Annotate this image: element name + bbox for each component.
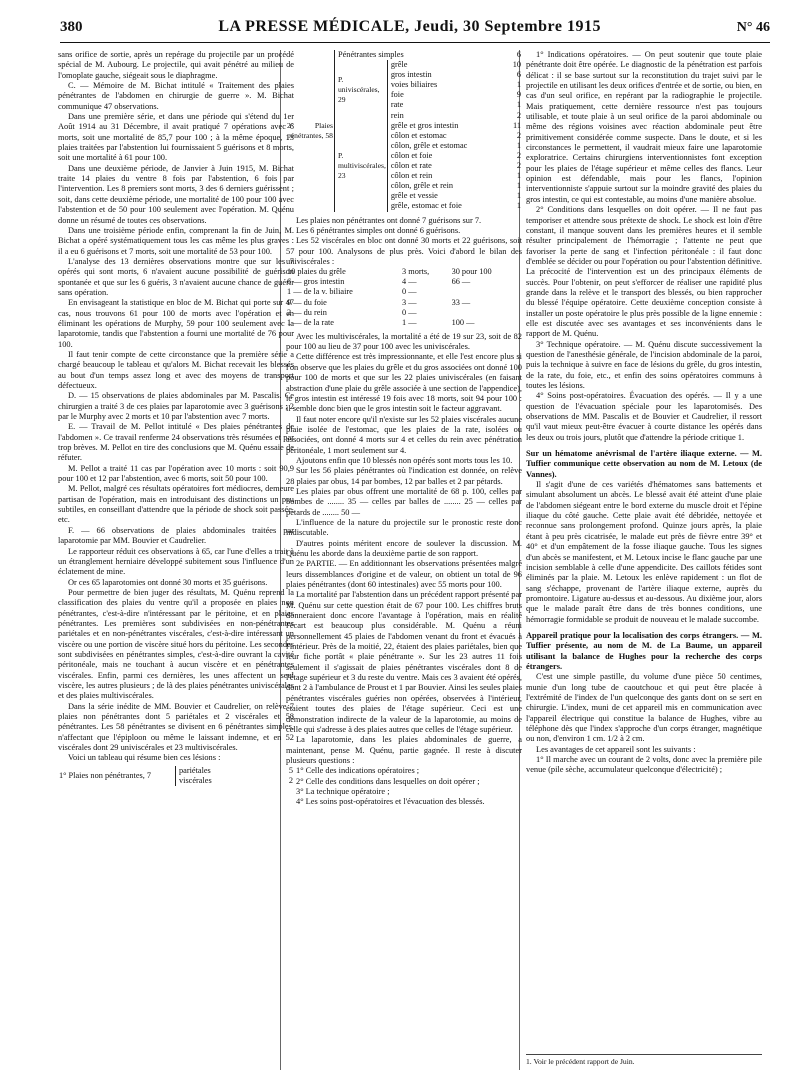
table-cell: 6: [516, 50, 521, 59]
paragraph: Dans une première série, et dans une période qui s'étend du 1er Août 1914 au 31 Décembre, il avait pratiqué 7 opérations avec 6 morts, soit une mortalité de 85,7 pour 100 ; à la même époque, 13 plaies traitées par l'abstention lui fournissaient 5 guérisons et 8 morts, soit une mortalité à 61 pour 100.: [58, 112, 294, 163]
paragraph: Il faut noter encore qu'il n'existe sur les 52 plaies viscérales aucune plaie isolée de l'estomac, que les plaies de la rate, isolées ou associées, ont donné 4 morts sur 4 et celles du rein avec pénétration péritonéale, 1 mort seulement sur 4.: [286, 414, 522, 455]
paragraph: Avec les multiviscérales, la mortalité a été de 19 sur 23, soit de 82 pour 100 au lieu de 37 pour 100 avec les univiscérales.: [286, 331, 522, 352]
table-cell: grêle et gros intestin: [387, 121, 506, 131]
page-number: 380: [60, 19, 83, 35]
table-row: [286, 298, 522, 308]
table-cell: 66 —: [451, 277, 471, 287]
table-cell: 0 —: [402, 287, 417, 297]
paragraph: Pour permettre de bien juger des résultats, M. Quénu reprend la classification des plaies du ventre qu'il a proposée en plaies non pénétrantes, c'est-à-dire n'intéressant par le péritoine, et en plaies pénétrantes. Les premières sont subdivisées en non-pénétrantes pariétales et en non-pénétrantes viscérales, c'est-à-dire intéressant un viscère ou une portion de viscère situé hors du péritoine. Les secondes sont subdivisées en pénétrantes simples, c'est-à-dire ouvrant la cavité péritonéale, mais ne touchant à aucun viscère et en pénétrantes viscérales. Enfin, parmi ces dernières, les unes affectent un seul viscère, les autres plusieurs ; de là des plaies pénétrantes univiscérales et des plaies multiviscérales.: [58, 587, 294, 701]
paragraph: Les avantages de cet appareil sont les suivants :: [536, 744, 696, 754]
paragraph: Or ces 65 laparotomies ont donné 30 morts et 35 guérisons.: [68, 577, 268, 587]
paragraph: Les 52 viscérales en bloc ont donné 30 morts et 22 guérisons, soit 57 pour 100. Analysons de plus près. Voici d'abord le bilan des univiscérales :: [286, 236, 522, 266]
paragraph: 2e PARTIE. — En additionnant les observations présentées malgré leurs dissemblances d'origine et de valeur, on obtient un total de 96 plaies pénétrantes (dont 60 intestinales) avec 55 morts pour 100.: [286, 559, 522, 590]
table-cell: Pénétrantes simples: [335, 50, 507, 60]
paragraph: Il faut tenir compte de cette circonstance que la première série a chargé beaucoup le tableau et qu'alors M. Bichat recevait les blessés au bout d'un temps assez long et avec des moyens de transport défectueux.: [58, 349, 294, 390]
paragraph: 1° Il marche avec un courant de 2 volts, donc avec la première pile venue (pile sèche, accumulateur quelconque d'électricité) ;: [526, 755, 762, 775]
table-cell: 100 —: [451, 317, 475, 327]
paragraph: C'est une simple pastille, du volume d'une pièce 50 centimes, munie d'un long tube de caoutchouc et qui peut être placée à l'extrémité de l'index de l'un quelconque des gants dont on se sert en chirurgie. L'index, muni de cet appareil mis en communication avec l'appareil électrique qui constitue la balance de Hughes, vibre au téléphone dès que l'index s'approche d'un corps étranger, magnétique ou non, d'environ 1 cm. 1/2 à 2 cm.: [526, 672, 762, 744]
table-cell: 1: [516, 140, 521, 150]
paragraph: Ajoutons enfin que 10 blessés non opérés sont morts tous les 10.: [296, 455, 513, 465]
paragraph: M. Pellot a traité 11 cas par l'opération avec 10 morts : soit 90,9 pour 100 et 12 par l'abstention, avec 6 morts, soit 50 pour 100.: [58, 463, 294, 484]
paragraph: D'autres points méritent encore de soulever la discussion. M. Quénu les aborde dans la deuxième partie de son rapport.: [286, 538, 522, 558]
table-cell: 2: [288, 775, 293, 785]
table-cell: 3 —: [402, 297, 417, 307]
table-cell: 0 —: [402, 307, 417, 317]
table-cell: 1 —: [402, 317, 417, 327]
paragraph: Voici un tableau qui résume bien ces lésions :: [68, 753, 221, 763]
paragraph: La mortalité par l'abstention dans un précédent rapport présenté par M. Quénu sur cette question était de 67 pour 100. Les chiffres bruts donneraient donc encore l'avantage à l'opération, mais en réalité l'écart est beaucoup plus considérable. M. Quénu a réuni personnellement 45 plaies de l'abdomen venant du front et évacués à l'intérieur. Près de la moitié, 22, étaient des plaies pariétales, bien que leur fiche portât « plaie pénétrante ». Sur les 23 autres 11 fois seulement il s'agissait de plaies pénétrantes viscérales dont 8 de l'étage supérieur et 3 du reste du ventre. Mais ces 3 avaient été opérés, dont 2 à l'ambulance de Proust et 1 par Bouvier. Ainsi les seules plaies pénétrantes viscérales guéries non opérées, observées à l'intérieur, étaient toutes des plaies de l'étage supérieur. Ceci est une démonstration indirecte de la valeur de la laparotomie, au moins de celle qui s'adresse à des plaies autres que celles de l'étage supérieur.: [286, 590, 522, 734]
table-cell: 1: [516, 100, 521, 110]
table-row: [286, 308, 522, 318]
table-cell: 1 — de la rate: [287, 317, 334, 327]
column-1: [58, 50, 294, 790]
paragraph: D. — 15 observations de plaies abdominales par M. Pascalis. Ce chirurgien a traité 3 de ces plaies par laparotomie avec 3 guérisons ; 2 par le Murphy avec 2 morts et 10 par l'abstention avec 7 morts.: [58, 391, 294, 422]
paragraph: 1° Indications opératoires. — On peut soutenir que toute plaie pénétrante doit être opérée. Le diagnostic de la pénétration est parfois délicat : il se base surtout sur la reconstitution du trajet suivi par le projectile en utilisant les deux orifices d'entrée et de sortie, ou bien, en cas d'un seul orifice, en repérant par la radiographie le projectile. Mais pratiquement, cette dernière ressource n'est pas toujours utilisable, et toute plaie à un seul orifice de la paroi abdominale ou même des régions voisines avec réaction abdominale peut être primitivement considérée comme suspecte. Dans le doute, et si les circonstances le permettent, il vaudrait mieux faire une laparotomie exploratrice. Certains chirurgiens interventionnistes font exception pour les plaies de l'étage supérieur et même celles des flancs. Leur opinion est défendable, mais pour les flancs, l'opinion interventionniste s'appuie surtout sur la moindre gravité des plaies du gros intestin, ce qui est contestable, au moins d'une manière absolue.: [526, 50, 762, 204]
paragraph: La laparotomie, dans les plaies abdominales de guerre, a maintenant, pense M. Quénu, partie gagnée. Il reste à discuter plusieurs questions :: [286, 735, 522, 765]
table-cell: [451, 287, 522, 297]
table-cell: grêle et vessie: [387, 191, 506, 201]
table-cell: côlon et foie: [387, 151, 506, 161]
table-cell: 30 pour 100: [451, 267, 492, 277]
issue-number: N° 46: [736, 20, 770, 35]
table-cell: 1: [516, 191, 521, 201]
table-cell: côlon et rein: [387, 171, 506, 181]
paragraph: Dans une troisième période enfin, comprenant la fin de Juin, M. Bichat a opéré systématiquement tous les cas même les plus graves : il a eu 6 guérisons et 7 morts, soit une mortalité de 53 pour 100.: [58, 225, 294, 256]
table-cell: 10: [512, 60, 521, 70]
table-cell: 1: [516, 181, 521, 191]
table-cell: 2: [516, 161, 521, 171]
paragraph: M. Pellot, malgré ces résultats opératoires fort médiocres, demeure partisan de l'opération, mais en introduisant des distinctions un peu subtiles, en conseillant d'attendre que la période de shock soit passée, etc.: [58, 484, 294, 525]
table-cell: voies biliaires: [387, 80, 506, 90]
table-cell: viscérales: [176, 776, 278, 786]
table-cell: [451, 308, 522, 318]
table-cell: 5: [288, 765, 293, 775]
table-cell: 1 — de la v. biliaire: [287, 287, 353, 297]
footnote: 1. Voir le précédent rapport de Juin.: [526, 1054, 762, 1066]
paragraph: 4° Soins post-opératoires. Évacuation des opérés. — Il y a une question de l'évacuation spéciale pour les laparotomisés. Des observations de MM. Pascalis et de Bouvier et Caudrelier, il ressort qu'il vaut mieux peut-être évacuer à courte distance les opérés dans les deux ou trois jours, plutôt que d'attendre la période critique 1.: [526, 391, 762, 442]
table-cell: côlon, grêle et rein: [387, 181, 506, 191]
paragraph: Les plaies par obus offrent une mortalité de 68 p. 100, celles par bombes de ........ 35 — celles par balles de ........ 25 — celles par pétards de ........ 50 —: [286, 486, 522, 517]
section-heading: Appareil pratique pour la localisation des corps étrangers. — M. Tuffier présente, au nom de M. de La Baume, un appareil utilisant la balance de Hughes pour la recherche des corps étrangers.: [526, 630, 762, 671]
column-2: [286, 50, 522, 808]
list-item: 1° Celle des indications opératoires ;: [296, 766, 420, 776]
table-cell: 1: [516, 201, 521, 211]
table-row: [286, 318, 522, 328]
paragraph: Sur les 56 plaies pénétrantes où l'indication est donnée, on relève 28 plaies par obus, 14 par bombes, 12 par balles et 2 par pétards.: [286, 466, 522, 486]
table-cell: foie: [387, 90, 506, 100]
paragraph: Il s'agit d'une de ces variétés d'hématomes sans battements et simulant absolument un abcès. Le blessé avait été atteint d'une plaie de l'abdomen siégeant entre le bord externe du muscle droit et l'épine iliaque du côté gauche. Cette plaie avait été débridée, nettoyée et reconnue sans prolongement profond. Quinze jours après, la plaie étant à peu près cicatrisée, le malade eut près de fièvre entre 39° et 40° et d'un empâtement de la fosse iliaque gauche. Tous les signes d'un abcès se manifestent, et M. Letoux incise le flanc gauche par une incision semblable à celle d'une appendicite. Des caillots fétides sont éliminés par la plaie. M. Letoux les enlève rapidement : un flot de sang s'échappe, provenant de l'artère iliaque externe, auprès du promontoire. Ligature au-dessus et au-dessous. Au dixième jour, alors que le malade paraît être dans de très bonnes conditions, une hémorragie formidable se produit de nouveau et le malade succombe.: [526, 480, 762, 624]
table-group-label: 1° Plaies non pénétrantes, 7: [59, 770, 152, 780]
table-cell: côlon, grêle et estomac: [387, 141, 506, 151]
paragraph: sans orifice de sortie, après un repérage du projectile par un procédé spécial de M. Aubourg. Le projectile, qui avait pénétré au milieu de l'omoplate gauche, siégeait sous le diaphragme.: [58, 50, 294, 80]
table-cell: 6: [516, 70, 521, 80]
paragraph: Les 6 pénétrantes simples ont donné 6 guérisons.: [296, 225, 461, 235]
list-item: 4° Les soins post-opératoires et l'évacuation des blessés.: [296, 797, 485, 807]
table-cell: pariétales: [176, 766, 278, 776]
table-cell: 9 — du foie: [287, 297, 327, 307]
table-cell: 4 —: [402, 277, 417, 287]
list-item: 2° Celle des conditions dans lesquelles on doit opérer ;: [296, 776, 480, 786]
table-cell: rate: [387, 100, 506, 110]
table-cell: 10 plaies du grêle: [287, 267, 346, 277]
lesion-table-part-2: [286, 50, 522, 212]
table-cell: 6 — gros intestin: [287, 277, 345, 287]
table-cell: 2: [516, 130, 521, 140]
table-cell: 2 — du rein: [287, 307, 327, 317]
paragraph: Dans la série inédite de MM. Bouvier et Caudrelier, on relève 7 plaies non pénétrantes dont 5 pariétales et 2 viscérales et 58 pénétrantes. Les 58 pénétrantes se divisent en 6 pénétrantes simples, n'affectant que l'épiploon ou même le laissant indemne, et en 52 viscérales dont 29 univiscérales et 23 multiviscérales.: [58, 701, 294, 753]
table-cell: 33 —: [451, 297, 471, 307]
table-cell: 1: [516, 171, 521, 181]
paragraph: 2° Conditions dans lesquelles on doit opérer. — Il ne faut pas temporiser et attendre sous prétexte de shock. Le shock est loin d'être constant, il manque souvent dans les premières heures et il semble résulter principalement de l'hémorragie ; l'attente ne peut que favoriser la perte de sang et l'infection péritonéale : il faut donc d'emblée se décider ou pour l'opération ou pour l'abstention définitive. La précocité de l'intervention est un des principaux éléments de succès. Pour l'obtenir, on peut s'efforcer de réaliser une rapidité plus grande dans la relève et le transport des blessés, ou bien rapprocher du blessé l'équipe opératoire. Cette deuxième conception consiste à installer un poste opératoire le plus près possible de la ligne ennemie : elle est discutée avec ses avantages et ses inconvénients dans le rapport de M. Quénu.: [526, 205, 762, 339]
table-cell: gros intestin: [387, 70, 506, 80]
table-group-label: P. multiviscérales, 23: [335, 121, 388, 212]
page-header: [60, 18, 770, 43]
table-cell: grêle: [387, 60, 506, 70]
table-cell: 3 morts,: [402, 267, 430, 277]
paragraph: Cette différence est très impressionnante, et elle l'est encore plus si l'on observe que les plaies du grêle et du gros associées ont donné 100 pour 100 de morts et que sur les 22 plaies univiscérales (en faisant abstraction d'une plaie du grêle associée à une section de l'appendice), le gros intestin est intéressé 19 fois avec 18 morts, soit 94 pour 100 : il semble donc bien que le gros intestin soit le facteur aggravant.: [286, 352, 522, 414]
table-cell: côlon et rate: [387, 161, 506, 171]
table-row: [286, 267, 522, 277]
table-cell: grêle, estomac et foie: [387, 201, 506, 211]
table-group-label: P. univiscérales, 29: [335, 60, 388, 121]
univisceral-stats-table: [286, 267, 522, 328]
section-heading: Sur un hématome anévrismal de l'artère iliaque externe. — M. Tuffier communique cette observation au nom de M. Letoux (de Vannes).: [526, 449, 762, 479]
table-cell: 9: [516, 90, 521, 100]
paragraph: Le rapporteur réduit ces observations à 65, car l'une d'elles a trait à un étranglement herniaire développé subitement sous l'influence d'un éclatement de mine.: [58, 546, 294, 577]
paragraph: C. — Mémoire de M. Bichat intitulé « Traitement des plaies pénétrantes de l'abdomen en chirurgie de guerre ». M. Bichat communique 47 observations.: [58, 81, 294, 111]
paragraph: En envisageant la statistique en bloc de M. Bichat qui porte sur 47 cas, nous trouvons 61 pour 100 de morts avec l'opération et en éliminant les opérations de Murphy, 59 pour 100 seulement avec la laparotomie, tandis que l'abstention a fourni une mortalité de 76 pour 100.: [58, 298, 294, 349]
table-cell: rein: [387, 111, 506, 121]
table-group-label: 2° Plaies pénétrantes, 58: [287, 120, 333, 140]
table-cell: 2: [516, 150, 521, 160]
paragraph: Les plaies non pénétrantes ont donné 7 guérisons sur 7.: [296, 215, 482, 225]
paragraph: L'influence de la nature du projectile sur le pronostic reste donc indiscutable.: [286, 517, 522, 538]
table-cell: 11: [513, 120, 521, 130]
table-row: [286, 287, 522, 297]
paragraph: Dans une deuxième période, de Janvier à Juin 1915, M. Bichat traite 14 plaies du ventre 8 fois par l'abstention, 6 fois par l'intervention. Les 8 premiers sont morts, 3 des 6 derniers guérissent ; soit, dans cette deuxième période, une mortalité de 100 pour 100 avec l'abstention et de 50 pour 100 seulement avec l'opération. M. Quénu donne un résumé de toutes ces observations.: [58, 163, 294, 225]
table-row: [286, 277, 522, 287]
paragraph: F. — 66 observations de plaies abdominales traitées par laparotomie par MM. Bouvier et Caudrelier.: [58, 525, 294, 546]
lesion-table-part-1: [58, 766, 294, 786]
table-cell: 2: [516, 110, 521, 120]
journal-title: LA PRESSE MÉDICALE, Jeudi, 30 Septembre 1915: [218, 18, 601, 35]
paragraph: 3° Technique opératoire. — M. Quénu discute successivement la question de l'anesthésie générale, de l'incision abdominale de la paroi, puis la technique à suivre en face de lésions du grêle, du gros intestin, de la rate, du foie, etc., et enfin des soins opératoires communs à toutes les lésions.: [526, 339, 762, 390]
table-cell: côlon et estomac: [387, 131, 506, 141]
paragraph: L'analyse des 13 dernières observations montre que sur les 7 opérés qui sont morts, 6 n'avaient aucune possibilité de guérison spontanée et que sur les 6 guéris, 3 n'avaient aucune chance de guérir sans opération.: [58, 256, 294, 297]
list-item: 3° La technique opératoire ;: [296, 786, 390, 796]
paragraph: E. — Travail de M. Pellot intitulé « Des plaies pénétrantes de l'abdomen ». Ce travail renferme 24 observations très résumées et par trop brèves. M. Pellot en tire des conclusions que M. Quénu essaie de réfuter.: [58, 422, 294, 463]
table-cell: 1: [516, 80, 521, 90]
column-3: [526, 50, 762, 776]
